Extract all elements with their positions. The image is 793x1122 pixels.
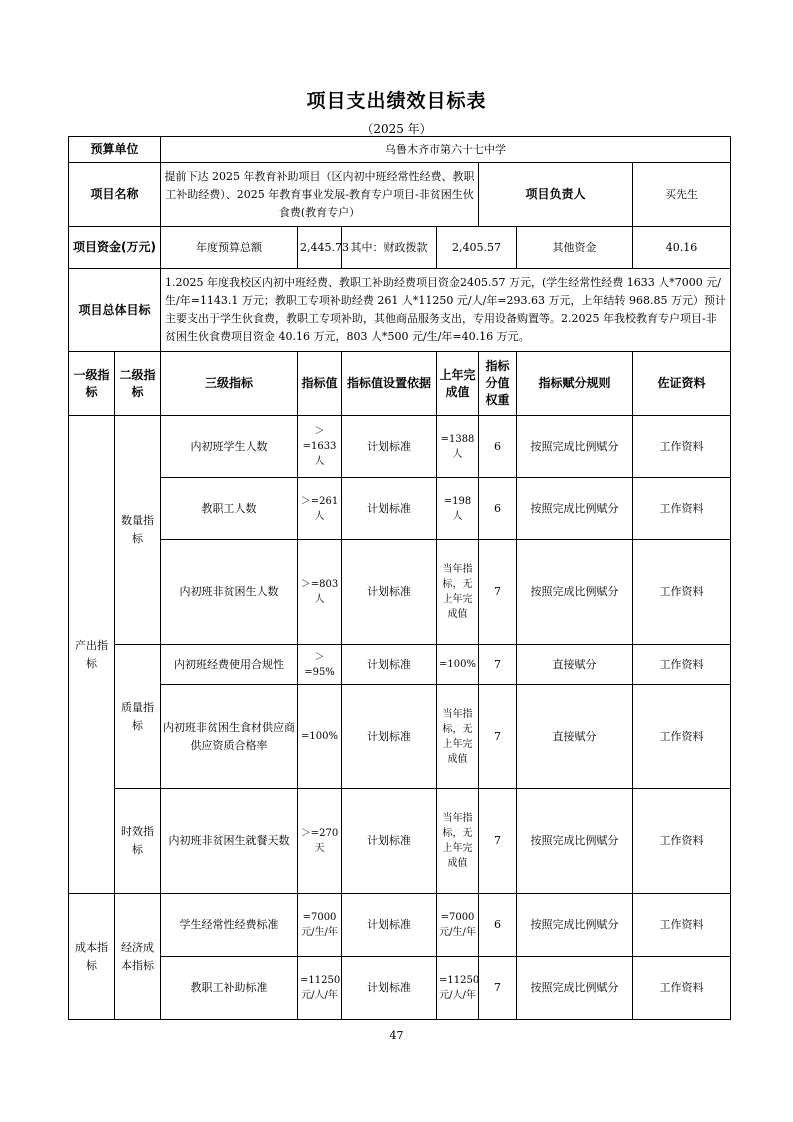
evidence-cell: 工作资料 bbox=[633, 540, 731, 645]
table-row bbox=[69, 894, 731, 957]
project-name-label: 项目名称 bbox=[69, 163, 161, 227]
basis-cell: 计划标准 bbox=[342, 957, 437, 1020]
value-cell: =100% bbox=[298, 685, 342, 789]
basis-cell: 计划标准 bbox=[342, 894, 437, 957]
column-header: 三级指标 bbox=[161, 352, 298, 416]
basis-cell: 计划标准 bbox=[342, 685, 437, 789]
weight-cell: 6 bbox=[479, 478, 517, 540]
annual-budget-label: 年度预算总额 bbox=[161, 227, 298, 269]
weight-cell: 6 bbox=[479, 416, 517, 478]
level3-cell: 学生经常性经费标准 bbox=[161, 894, 298, 957]
last-cell: 当年指标，无上年完成值 bbox=[437, 789, 479, 894]
level2-cell: 数量指标 bbox=[115, 416, 161, 645]
basis-cell: 计划标准 bbox=[342, 540, 437, 645]
weight-cell: 6 bbox=[479, 894, 517, 957]
rule-cell: 直接赋分 bbox=[517, 645, 633, 685]
rule-cell: 按照完成比例赋分 bbox=[517, 416, 633, 478]
unit-value: 乌鲁木齐市第六十七中学 bbox=[161, 137, 731, 163]
level3-cell: 内初班非贫困生就餐天数 bbox=[161, 789, 298, 894]
value-cell: ＞=803人 bbox=[298, 540, 342, 645]
level3-cell: 内初班非贫困生人数 bbox=[161, 540, 298, 645]
rule-cell: 按照完成比例赋分 bbox=[517, 957, 633, 1020]
last-cell: =1388人 bbox=[437, 416, 479, 478]
level3-cell: 教职工人数 bbox=[161, 478, 298, 540]
level3-cell: 教职工补助标准 bbox=[161, 957, 298, 1020]
rule-cell: 按照完成比例赋分 bbox=[517, 894, 633, 957]
weight-cell: 7 bbox=[479, 540, 517, 645]
level1-cell: 产出指标 bbox=[69, 416, 115, 894]
goal-row bbox=[69, 269, 731, 352]
column-header: 指标值设置依据 bbox=[342, 352, 437, 416]
year-label: （2025 年） bbox=[361, 122, 432, 136]
owner-value: 买先生 bbox=[633, 163, 731, 227]
evidence-cell: 工作资料 bbox=[633, 789, 731, 894]
value-cell: ＞=1633人 bbox=[298, 416, 342, 478]
other-label: 其他资金 bbox=[517, 227, 633, 269]
level3-cell: 内初班非贫困生食材供应商供应资质合格率 bbox=[161, 685, 298, 789]
unit-row bbox=[69, 137, 731, 163]
column-header: 佐证资料 bbox=[633, 352, 731, 416]
evidence-cell: 工作资料 bbox=[633, 957, 731, 1020]
basis-cell: 计划标准 bbox=[342, 478, 437, 540]
project-name-value: 提前下达 2025 年教育补助项目（区内初中班经常性经费、教职工补助经费）、2025 年教育事业发展-教育专户项目-非贫困生伙食费(教育专户） bbox=[161, 163, 479, 227]
last-cell: 当年指标，无上年完成值 bbox=[437, 540, 479, 645]
evidence-cell: 工作资料 bbox=[633, 478, 731, 540]
other-value: 40.16 bbox=[633, 227, 731, 269]
goal-label: 项目总体目标 bbox=[69, 269, 161, 352]
level2-cell: 经济成本指标 bbox=[115, 894, 161, 1020]
table-row bbox=[69, 645, 731, 685]
table-row bbox=[69, 957, 731, 1020]
value-cell: =11250元/人/年 bbox=[298, 957, 342, 1020]
rule-cell: 按照完成比例赋分 bbox=[517, 478, 633, 540]
column-header: 指标赋分规则 bbox=[517, 352, 633, 416]
last-cell: =7000元/生/年 bbox=[437, 894, 479, 957]
table-row bbox=[69, 789, 731, 894]
last-cell: =198人 bbox=[437, 478, 479, 540]
rule-cell: 按照完成比例赋分 bbox=[517, 540, 633, 645]
last-cell: =11250元/人/年 bbox=[437, 957, 479, 1020]
last-cell: =100% bbox=[437, 645, 479, 685]
fund-label: 项目资金(万元) bbox=[69, 227, 161, 269]
owner-label: 项目负责人 bbox=[479, 163, 633, 227]
fund-row bbox=[69, 227, 731, 269]
weight-cell: 7 bbox=[479, 645, 517, 685]
unit-label: 预算单位 bbox=[69, 137, 161, 163]
weight-cell: 7 bbox=[479, 789, 517, 894]
column-header: 一级指标 bbox=[69, 352, 115, 416]
table-row bbox=[69, 685, 731, 789]
column-header-row bbox=[69, 352, 731, 416]
column-header: 上年完成值 bbox=[437, 352, 479, 416]
page-number: 47 bbox=[389, 1029, 404, 1042]
evidence-cell: 工作资料 bbox=[633, 645, 731, 685]
project-name-row bbox=[69, 163, 731, 227]
evidence-cell: 工作资料 bbox=[633, 894, 731, 957]
evidence-cell: 工作资料 bbox=[633, 685, 731, 789]
level2-cell: 时效指标 bbox=[115, 789, 161, 894]
page-title: 项目支出绩效目标表 bbox=[306, 90, 487, 112]
value-cell: ＞=270天 bbox=[298, 789, 342, 894]
level3-cell: 内初班学生人数 bbox=[161, 416, 298, 478]
column-header: 二级指标 bbox=[115, 352, 161, 416]
evidence-cell: 工作资料 bbox=[633, 416, 731, 478]
basis-cell: 计划标准 bbox=[342, 416, 437, 478]
performance-table bbox=[68, 136, 731, 1020]
last-cell: 当年指标，无上年完成值 bbox=[437, 685, 479, 789]
column-header: 指标值 bbox=[298, 352, 342, 416]
rule-cell: 按照完成比例赋分 bbox=[517, 789, 633, 894]
table-row bbox=[69, 416, 731, 478]
annual-budget-value: 2,445.73 bbox=[298, 227, 342, 269]
level3-cell: 内初班经费使用合规性 bbox=[161, 645, 298, 685]
value-cell: ＞=261人 bbox=[298, 478, 342, 540]
fiscal-value: 2,405.57 bbox=[437, 227, 517, 269]
column-header: 指标分值权重 bbox=[479, 352, 517, 416]
rule-cell: 直接赋分 bbox=[517, 685, 633, 789]
level1-cell: 成本指标 bbox=[69, 894, 115, 1020]
weight-cell: 7 bbox=[479, 685, 517, 789]
level2-cell: 质量指标 bbox=[115, 645, 161, 789]
table-row bbox=[69, 540, 731, 645]
value-cell: =7000元/生/年 bbox=[298, 894, 342, 957]
value-cell: ＞=95% bbox=[298, 645, 342, 685]
basis-cell: 计划标准 bbox=[342, 789, 437, 894]
fiscal-label: 其中：财政拨款 bbox=[342, 227, 437, 269]
goal-value: 1.2025 年度我校区内初中班经费、教职工补助经费项目资金2405.57 万元，(学生经常性经费 1633 人*7000 元/生/年=1143.1 万元；教职工专项补助经费 261 人*11250 元/人/年=293.63 万元，上年结转 968.85 万元）预计主要支出于学生伙食费，教职工专项补助，其他商品服务支出，专用设备购置等。2.2025 年我校教育专户项目-非贫困生伙食费项目资金 40.16 万元，803 人*500 元/生/年=40.16 万元。 bbox=[161, 269, 731, 352]
table-row bbox=[69, 478, 731, 540]
basis-cell: 计划标准 bbox=[342, 645, 437, 685]
weight-cell: 7 bbox=[479, 957, 517, 1020]
